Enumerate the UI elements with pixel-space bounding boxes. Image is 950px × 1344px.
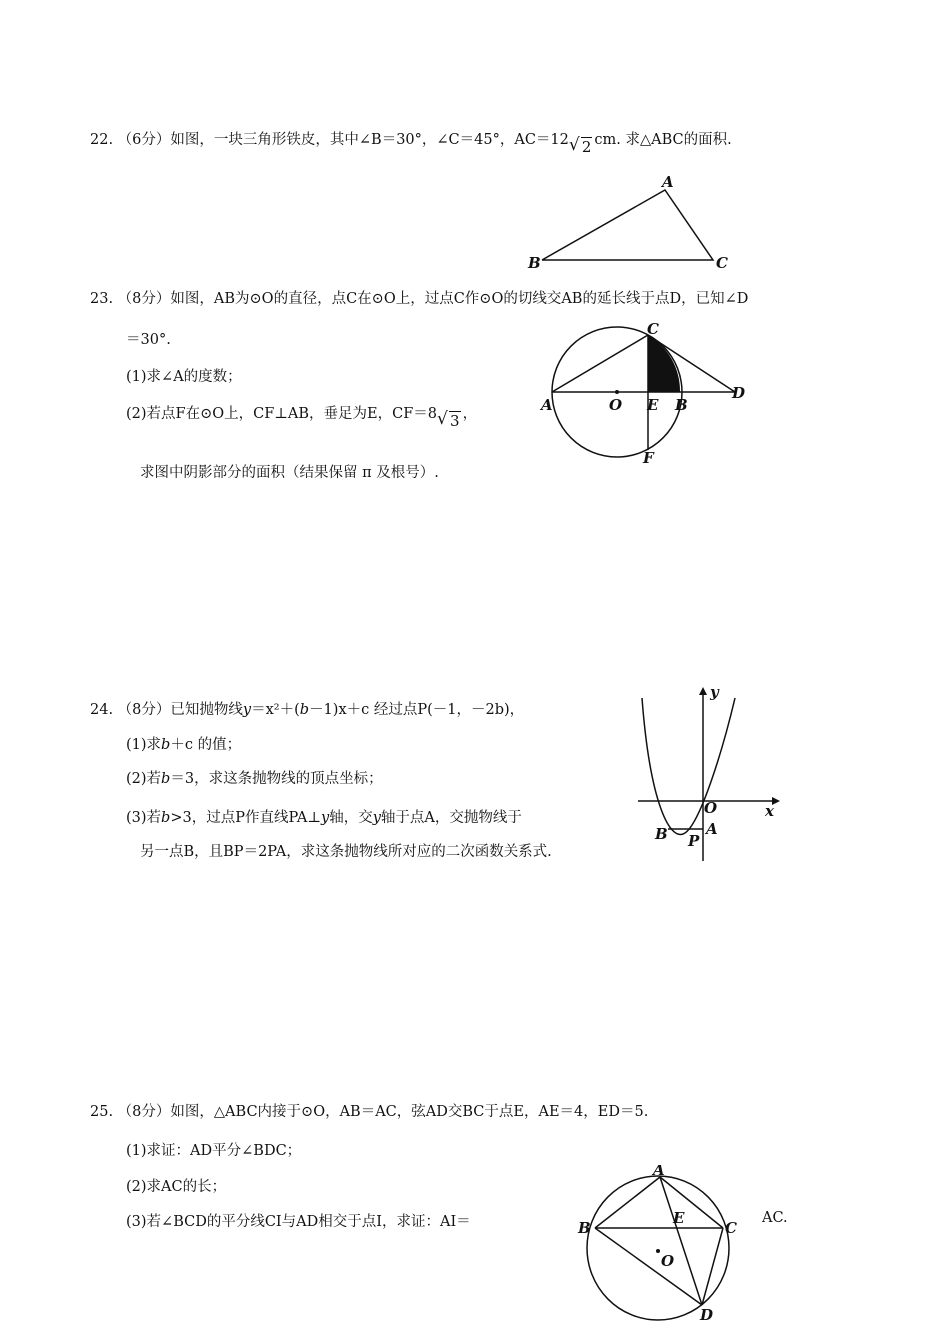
q25-part3: (3)若∠BCD的平分线CI与AD相交于点I，求证：AI＝ xyxy=(126,1214,471,1230)
label-c: C xyxy=(647,320,659,338)
label-y: y xyxy=(710,683,719,701)
q24-part3: (3)若b>3，过点P作直线PA⊥y轴，交y轴于点A，交抛物线于 xyxy=(126,810,522,826)
chord-ad xyxy=(660,1177,702,1305)
label-o: O xyxy=(609,396,623,414)
chord-ac xyxy=(552,335,648,392)
label-x: x xyxy=(765,802,774,820)
center-point xyxy=(615,390,619,394)
y-axis-arrow xyxy=(699,687,707,695)
q22-number: 22. xyxy=(90,132,114,148)
label-b: B xyxy=(578,1219,591,1237)
chord-bd xyxy=(595,1228,702,1305)
q25-part3-end: AC. xyxy=(762,1210,788,1226)
label-a: A xyxy=(541,396,553,414)
q24-line-1: 24. （8分）已知抛物线y＝x²＋(b－1)x＋c 经过点P(－1，－2b)， xyxy=(90,702,525,718)
label-b: B xyxy=(655,825,668,843)
q24-part3-cont: 另一点B，且BP＝2PA，求这条抛物线所对应的二次函数关系式. xyxy=(140,844,552,860)
q23-part1: (1)求∠A的度数； xyxy=(126,369,242,385)
q23-text-a: 如图，AB为⊙O的直径，点C在⊙O上，过点C作⊙O的切线交AB的延长线于点D，已知∠D xyxy=(170,291,749,307)
label-o: O xyxy=(661,1252,675,1270)
q23-part2-cont: 求图中阴影部分的面积（结果保留 π 及根号）. xyxy=(140,465,439,481)
q23-circle-figure xyxy=(535,320,765,465)
chord-ab xyxy=(595,1177,660,1228)
q25-score: （8分） xyxy=(117,1104,171,1120)
q22-text-b: cm. 求△ABC的面积. xyxy=(594,132,732,148)
q22-sqrt: √ 2 xyxy=(571,138,593,156)
label-d: D xyxy=(732,384,746,402)
q22-triangle-figure xyxy=(520,168,740,278)
label-a: A xyxy=(662,173,674,191)
q25-part2: (2)求AC的长； xyxy=(126,1179,227,1195)
q22-score: （6分） xyxy=(117,132,171,148)
label-d: D xyxy=(700,1306,714,1324)
q24-score: （8分） xyxy=(117,702,171,718)
label-b: B xyxy=(528,254,541,272)
q24-parabola-figure xyxy=(630,683,790,868)
label-c: C xyxy=(716,254,728,272)
q23-part2: (2)若点F在⊙O上，CF⊥AB，垂足为E，CF＝8√ 3 ， xyxy=(126,402,477,423)
label-a: A xyxy=(653,1165,665,1179)
circle-o xyxy=(587,1176,729,1320)
label-p: P xyxy=(688,832,700,850)
q24-part1: (1)求b＋c 的值； xyxy=(126,737,242,753)
q23-line-1 xyxy=(90,287,748,308)
label-c: C xyxy=(725,1219,737,1237)
label-e: E xyxy=(673,1209,685,1227)
q24-part2: (2)若b＝3，求这条抛物线的顶点坐标； xyxy=(126,771,383,787)
q24-number: 24. xyxy=(90,702,114,718)
label-b: B xyxy=(675,396,688,414)
q25-line-1: 25. （8分）如图，△ABC内接于⊙O，AB＝AC，弦AD交BC于点E，AE＝4，ED＝5. xyxy=(90,1104,649,1120)
q23-score: （8分） xyxy=(117,291,171,307)
q25-number: 25. xyxy=(90,1104,114,1120)
q23-number: 23. xyxy=(90,291,114,307)
q22-line xyxy=(90,128,732,156)
label-a: A xyxy=(706,820,718,838)
q23-sqrt: √ 3 xyxy=(439,412,461,430)
q22-text-a: 如图，一块三角形铁皮，其中∠B＝30°，∠C＝45°，AC＝12 xyxy=(170,132,569,148)
label-f: F xyxy=(643,449,654,465)
center-point xyxy=(656,1249,660,1253)
parabola-curve xyxy=(642,698,735,834)
q25-part1: (1)求证：AD平分∠BDC； xyxy=(126,1143,302,1159)
q23-line-2: ＝30°. xyxy=(126,332,171,348)
label-e: E xyxy=(647,396,659,414)
triangle-abc xyxy=(542,190,713,260)
q25-circle-figure xyxy=(575,1165,755,1344)
label-o: O xyxy=(704,799,718,817)
